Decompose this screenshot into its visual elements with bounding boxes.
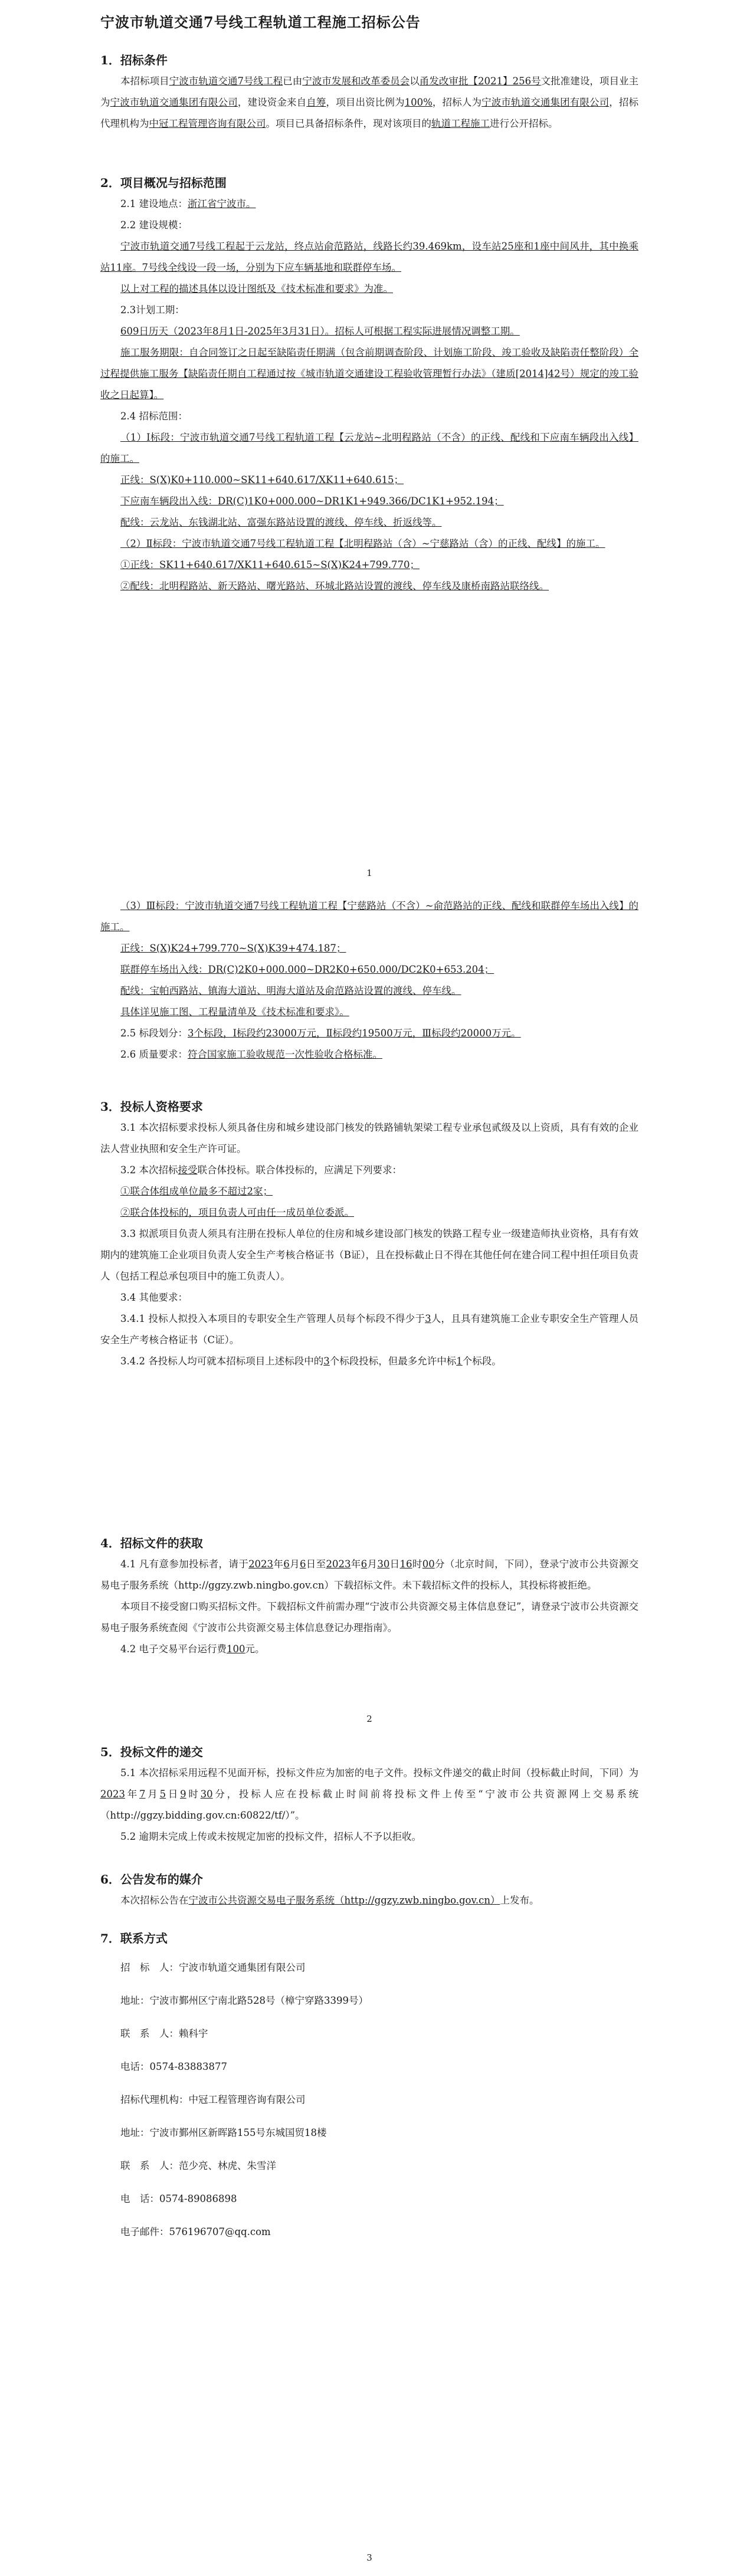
section-6: [100, 1869, 638, 1911]
scale-label: 2.2 建设规模：: [120, 219, 188, 231]
period-value: 609日历天（2023年8月1日-2025年3月31日）。招标人可根据工程实际进展情况调整工期。: [120, 326, 520, 337]
lot2-mainline: ①正线：SK11+640.617/XK11+640.615~S(X)K24+799.770；: [120, 559, 420, 570]
lot1-aux: 配线：云龙站、东钱湖北站、富强东路站设置的渡线、停车线、折返线等。: [120, 517, 442, 528]
contact-row: 地址：宁波市鄞州区宁南北路528号（樟宁穿路3399号）: [120, 1995, 368, 2006]
lot1-depot: 下应南车辆段出入线：DR(C)1K0+000.000~DR1K1+949.366/DC1K1+952.194；: [120, 495, 504, 507]
qualification-3-3: 3.3 拟派项目负责人须具有注册在投标人单位的住房和城乡建设部门核发的铁路工程专业一级建造师执业资格，具有有效期内的建筑施工企业项目负责人安全生产考核合格证书（B证），且在投标截止日不得在其他任何在建合同工程中担任项目负责人（包括工程总承包项目中的施工负责人）。: [100, 1228, 638, 1282]
section-heading: 2．项目概况与招标范围: [100, 176, 227, 190]
section-2: [100, 172, 638, 597]
contact-row: 招 标 人：宁波市轨道交通集团有限公司: [120, 1962, 306, 1973]
section-heading: 4．招标文件的获取: [100, 1536, 203, 1550]
contact-row: 电子邮件：576196707@qq.com: [120, 2226, 271, 2237]
media-paragraph: 本次招标公告在宁波市公共资源交易电子服务系统（http://ggzy.zwb.ningbo.gov.cn）上发布。: [120, 1895, 539, 1906]
lot3-depot: 联群停车场出入线：DR(C)2K0+000.000~DR2K0+650.000/DC2K0+653.204；: [120, 964, 494, 975]
page-number: 2: [366, 1714, 372, 1724]
scale-text: 宁波市轨道交通7号线工程起于云龙站，终点站俞范路站，线路长约39.469km，设车站25座和1座中间风井，其中换乘站11座。7号线全线设一段一场，分别为下应车辆基地和联群停车场。: [100, 241, 638, 273]
period-label: 2.3计划工期：: [120, 304, 185, 316]
quality-line: 2.6 质量要求：符合国家施工验收规范一次性验收合格标准。: [120, 1049, 382, 1060]
section-4: [100, 1533, 638, 1660]
scale-note: 以上对工程的描述具体以设计图纸及《技术标准和要求》为准。: [120, 283, 393, 294]
section-heading: 3．投标人资格要求: [100, 1100, 203, 1114]
split-line: 2.5 标段划分：3个标段，Ⅰ标段约23000万元，Ⅱ标段约19500万元，Ⅲ标段约20000万元。: [120, 1028, 521, 1039]
consortium-req-2: ②联合体投标的，项目负责人可由任一成员单位委派。: [120, 1207, 354, 1218]
section-1-paragraph: 本招标项目宁波市轨道交通7号线工程已由宁波市发展和改革委员会以甬发改审批【2021】256号文批准建设，项目业主为宁波市轨道交通集团有限公司，建设资金来自自筹，项目出资比例为100%，招标人为宁波市轨道交通集团有限公司，招标代理机构为中冠工程管理咨询有限公司。项目已具备招标条件，现对该项目的轨道工程施工进行公开招标。: [100, 76, 639, 129]
contact-row: 电话：0574-83883877: [120, 2061, 228, 2072]
section-7: [100, 1928, 638, 2249]
section-heading: 6．公告发布的媒介: [100, 1872, 203, 1886]
qualification-3-2: 3.2 本次招标接受联合体投标。联合体投标的，应满足下列要求：: [120, 1164, 402, 1176]
section-heading: 5．投标文件的递交: [100, 1745, 203, 1759]
doc-acquisition-4-1: 4.1 凡有意参加投标者，请于2023年6月6日至2023年6月30日16时00分（北京时间，下同），登录宁波市公共资源交易电子服务系统（http://ggzy.zwb.ningbo.gov.cn）下载招标文件。未下载招标文件的投标人，其投标将被拒绝。: [100, 1558, 639, 1591]
section-3: [100, 1096, 638, 1372]
page-number: 1: [366, 868, 372, 878]
lot3-aux: 配线：宝帕西路站、镇海大道站、明海大道站及俞范路站设置的渡线、停车线。: [120, 985, 461, 996]
section-1: [100, 50, 638, 134]
page-title: 宁波市轨道交通7号线工程轨道工程施工招标公告: [100, 14, 421, 31]
contact-row: 联 系 人：范少亮、林虎、朱雪洋: [120, 2160, 276, 2171]
qualification-3-4: 3.4 其他要求：: [120, 1292, 188, 1303]
lot1-mainline: 正线：S(X)K0+110.000~SK11+640.617/XK11+640.615；: [120, 474, 404, 485]
contact-list: [100, 1951, 638, 2249]
qualification-3-4-2: 3.4.2 各投标人均可就本招标项目上述标段中的3个标段投标，但最多允许中标1个标段。: [120, 1356, 502, 1367]
scope-label: 2.4 招标范围：: [120, 411, 188, 422]
doc-acquisition-note: 本项目不接受窗口购买招标文件。下载招标文件前需办理“宁波市公共资源交易主体信息登记”，请登录宁波市公共资源交易电子服务系统查阅《宁波市公共资源交易主体信息登记办理指南》。: [100, 1601, 638, 1633]
qualification-3-1: 3.1 本次招标要求投标人须具备住房和城乡建设部门核发的铁路铺轨架梁工程专业承包贰级及以上资质，具有有效的企业法人营业执照和安全生产许可证。: [100, 1122, 638, 1154]
service-period: 施工服务期限：自合同签订之日起至缺陷责任期满（包含前期调查阶段、计划施工阶段、竣工验收及缺陷责任整阶段）全过程提供施工服务【缺陷责任期自工程通过按《城市轨道交通建设工程验收管理暂行办法》（建质[2014]42号）规定的竣工验收之日起算】。: [100, 347, 638, 401]
section-5: [100, 1741, 638, 1847]
platform-fee: 4.2 电子交易平台运行费100元。: [120, 1643, 265, 1655]
location-line: 2.1 建设地点：浙江省宁波市。: [120, 198, 256, 209]
lot3-mainline: 正线：S(X)K24+799.770~S(X)K39+474.187；: [120, 943, 346, 954]
section-heading: 7．联系方式: [100, 1931, 168, 1945]
lot3-title: （3）Ⅲ标段：宁波市轨道交通7号线工程轨道工程【宁慈路站（不含）~俞范路站的正线、配线和联群停车场出入线】的施工。: [100, 900, 638, 933]
section-2-continued: [100, 895, 638, 1065]
section-heading: 1．招标条件: [100, 53, 168, 67]
lot1-title: （1）Ⅰ标段：宁波市轨道交通7号线工程轨道工程【云龙站~北明程路站（不含）的正线、配线和下应南车辆段出入线】的施工。: [100, 432, 638, 464]
lot3-note: 具体详见施工图、工程量清单及《技术标准和要求》。: [120, 1006, 349, 1018]
contact-row: 招标代理机构：中冠工程管理咨询有限公司: [120, 2094, 306, 2105]
contact-row: 联 系 人：赖科宇: [120, 2028, 208, 2039]
lot2-title: （2）Ⅱ标段：宁波市轨道交通7号线工程轨道工程【北明程路站（含）~宁慈路站（含）的正线、配线】的施工。: [120, 538, 605, 549]
lot2-aux: ②配线：北明程路站、新天路站、曙光路站、环城北路站设置的渡线、停车线及康桥南路站联络线。: [120, 580, 549, 592]
submission-5-1: 5.1 本次招标采用远程不见面开标，投标文件应为加密的电子文件。投标文件递交的截止时间（投标截止时间，下同）为2023年7月5日9时30分，投标人应在投标截止时间前将投标文件上传至“宁波市公共资源网上交易系统（http://ggzy.bidding.gov.cn:60822/tf/）”。: [100, 1767, 639, 1821]
consortium-req-1: ①联合体组成单位最多不超过2家；: [120, 1186, 273, 1197]
contact-row: 电 话：0574-89086898: [120, 2193, 237, 2204]
submission-5-2: 5.2 逾期未完成上传或未按规定加密的投标文件，招标人不予以拒收。: [120, 1831, 421, 1842]
page-number: 3: [366, 2552, 372, 2563]
qualification-3-4-1: 3.4.1 投标人拟投入本项目的专职安全生产管理人员每个标段不得少于3人，且具有建筑施工企业专职安全生产管理人员安全生产考核合格证书（C证）。: [100, 1313, 639, 1346]
contact-row: 地址：宁波市鄞州区新晖路155号东城国贸18楼: [120, 2127, 327, 2138]
